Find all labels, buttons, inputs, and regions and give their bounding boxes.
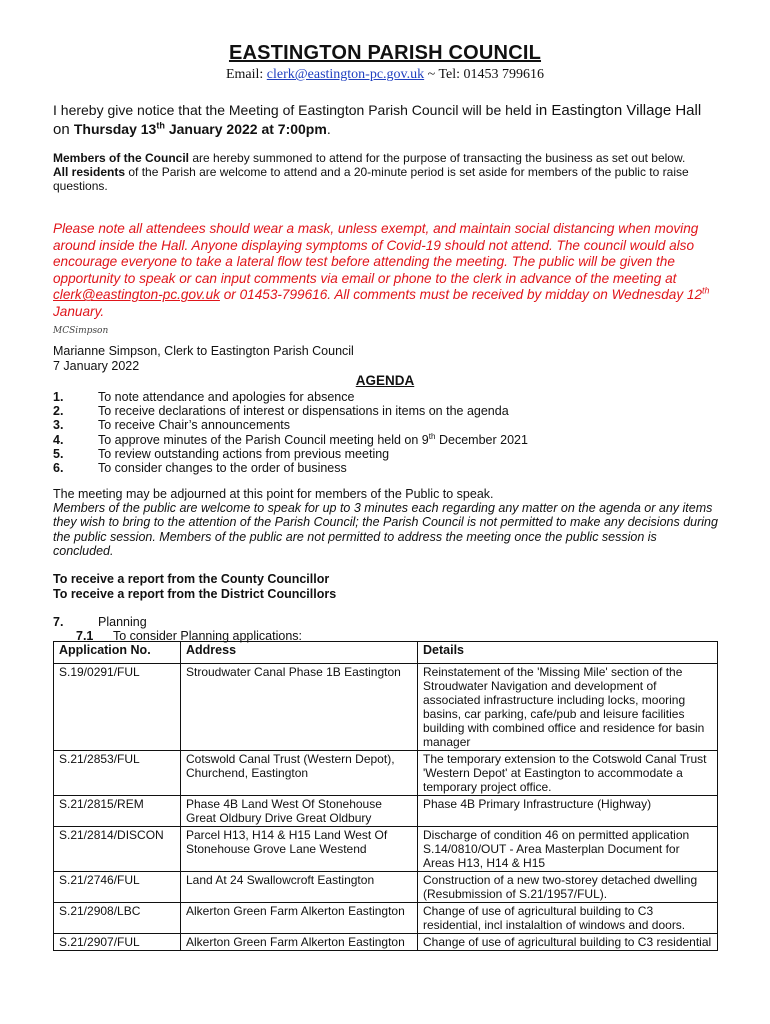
phone-text: ~ Tel: 01453 799616 (424, 67, 545, 82)
address-cell: Stroudwater Canal Phase 1B Eastington (181, 664, 418, 751)
table-row (54, 664, 718, 751)
clerk-details (53, 344, 718, 374)
public-speaking-note: Members of the public are welcome to speak for up to 3 minutes each regarding any matter on the agenda or any items they wish to bring to the attention of the Parish Council; the Parish Council is not permitted to make any decisions during the public session. Members of the public are not permitted to address the meeting once the public session is concluded. (53, 501, 718, 558)
agenda-item: 3. To receive Chair’s announcements (53, 418, 291, 433)
address-cell: Alkerton Green Farm Alkerton Eastington (181, 934, 418, 951)
signature: MCSimpson (53, 326, 109, 336)
table-row (54, 827, 718, 872)
table-row (54, 751, 718, 796)
meeting-notice: I hereby give notice that the Meeting of Eastington Parish Council will be held in Eastington Village Hall on Thursday 13th January 2022 at 7:00pm. (53, 102, 702, 138)
agenda-item: 2. To receive declarations of interest or dispensations in items on the agenda (53, 404, 509, 419)
column-header: Details (418, 642, 718, 664)
table-header-row (54, 642, 718, 664)
residents-line: All residents of the Parish are welcome to attend and a 20-minute period is set aside for members of the public to raise questions. (53, 165, 689, 193)
address-cell: Cotswold Canal Trust (Western Depot), Churchend, Eastington (181, 751, 418, 796)
application-number: S.21/2814/DISCON (54, 827, 181, 872)
details-cell: Change of use of agricultural building to C3 residential, incl instalaltion of windows and doors. (418, 903, 718, 934)
county-report: To receive a report from the County Councillor (53, 572, 330, 586)
planning-applications-table (53, 641, 718, 951)
column-header: Application No. (54, 642, 181, 664)
table-row (54, 872, 718, 903)
planning-label: Planning (98, 615, 147, 629)
covid-notice: Please note all attendees should wear a mask, unless exempt, and maintain social distancing when moving around inside the Hall. Anyone displaying symptoms of Covid-19 should not attend. The council would also encourage everyone to take a lateral flow test before attending the meeting. The public will be given the opportunity to speak or can input comments via email or phone to the clerk in advance of the meeting at clerk@eastington-pc.gov.uk or 01453-799616. All comments must be received by midday on Wednesday 12th January. (53, 221, 710, 319)
planning-number: 7. (53, 615, 64, 629)
agenda-item: 1. To note attendance and apologies for absence (53, 390, 355, 404)
details-cell: Change of use of agricultural building to C3 residential (418, 934, 718, 951)
agenda-list (53, 390, 718, 475)
adjourn-text: The meeting may be adjourned at this point for members of the Public to speak. (53, 487, 494, 501)
page-title: EASTINGTON PARISH COUNCIL (228, 42, 542, 64)
planning-sub-number: 7.1 (76, 629, 94, 643)
notice-date: 7 January 2022 (53, 359, 140, 373)
application-number: S.21/2853/FUL (54, 751, 181, 796)
details-cell: The temporary extension to the Cotswold Canal Trust 'Western Depot' at Eastington to accommodate a temporary project office. (418, 751, 718, 796)
district-report: To receive a report from the District Councillors (53, 587, 337, 601)
members-line: Members of the Council are hereby summoned to attend for the purpose of transacting the business as set out below. (53, 151, 686, 165)
address-cell: Phase 4B Land West Of Stonehouse Great Oldbury Drive Great Oldbury (181, 796, 418, 827)
contact-line (0, 67, 770, 83)
column-header: Address (181, 642, 418, 664)
covid-email-link[interactable]: clerk@eastington-pc.gov.uk (53, 287, 220, 303)
reports-section (53, 572, 718, 602)
table-row (54, 934, 718, 951)
application-number: S.21/2908/LBC (54, 903, 181, 934)
details-cell: Phase 4B Primary Infrastructure (Highway) (418, 796, 718, 827)
agenda-item: 4. To approve minutes of the Parish Council meeting held on 9th December 2021 (53, 431, 528, 447)
application-number: S.19/0291/FUL (54, 664, 181, 751)
details-cell: Reinstatement of the 'Missing Mile' section of the Stroudwater Navigation and development of associated infrastructure including locks, mooring basins, car parking, cafe/pub and leisure facilities building with combined office and residence for basin manager (418, 664, 718, 751)
table-row (54, 903, 718, 934)
address-cell: Land At 24 Swallowcroft Eastington (181, 872, 418, 903)
email-label: Email: (225, 67, 267, 82)
notice-venue: in Eastington Village Hall (535, 102, 702, 119)
adjournment-note (53, 487, 718, 558)
address-cell: Parcel H13, H14 & H15 Land West Of Stonehouse Grove Lane Westend (181, 827, 418, 872)
details-cell: Construction of a new two-storey detached dwelling (Resubmission of S.21/1957/FUL). (418, 872, 718, 903)
clerk-name: Marianne Simpson, Clerk to Eastington Parish Council (53, 344, 354, 358)
planning-section (53, 615, 718, 643)
application-number: S.21/2815/REM (54, 796, 181, 827)
meeting-date: Thursday 13th January 2022 at 7:00pm (73, 120, 327, 137)
details-cell: Discharge of condition 46 on permitted application S.14/0810/OUT - Area Masterplan Document for Areas H13, H14 & H15 (418, 827, 718, 872)
address-cell: Alkerton Green Farm Alkerton Eastington (181, 903, 418, 934)
planning-sub-label: To consider Planning applications: (113, 629, 303, 643)
table-row (54, 796, 718, 827)
agenda-item: 6. To consider changes to the order of business (53, 461, 347, 476)
agenda-heading: AGENDA (355, 373, 415, 388)
application-number: S.21/2746/FUL (54, 872, 181, 903)
email-link[interactable]: clerk@eastington-pc.gov.uk (266, 67, 425, 82)
agenda-item: 5. To review outstanding actions from previous meeting (53, 446, 390, 461)
notice-on: on (53, 121, 74, 138)
summons-paragraph (53, 151, 718, 193)
notice-text: I hereby give notice that the Meeting of Eastington Parish Council will be held (53, 102, 536, 118)
application-number: S.21/2907/FUL (54, 934, 181, 951)
